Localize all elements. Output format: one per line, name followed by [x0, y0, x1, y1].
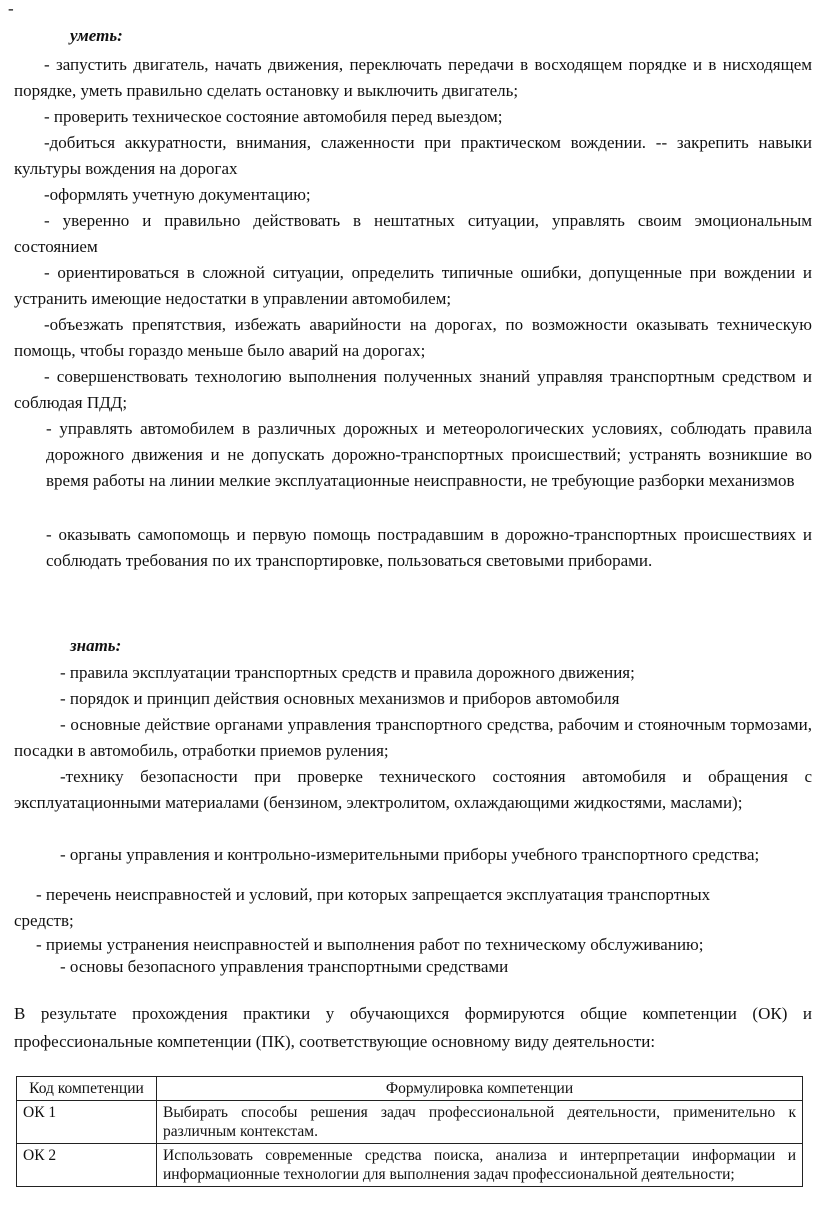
competence-code: ОК 1: [17, 1101, 157, 1144]
skill-item: - оказывать самопомощь и первую помощь пострадавшим в дорожно-транспортных происшествиях и соблюдать требования по их транспортировке, пользоваться световыми приборами.: [46, 525, 812, 570]
top-dash: -: [8, 0, 14, 18]
competencies-table: [16, 1076, 803, 1187]
competence-text: Выбирать способы решения задач профессиональной деятельности, применительно к различным контекстам.: [157, 1101, 803, 1144]
table-header-row: [17, 1077, 803, 1101]
column-header-wording: Формулировка компетенции: [157, 1077, 803, 1101]
knowledge-item: - органы управления и контрольно-измерительными приборы учебного транспортного средства;: [60, 845, 760, 864]
table-row: [17, 1144, 803, 1187]
skill-item: - уверенно и правильно действовать в нештатных ситуации, управлять своим эмоциональным состоянием: [14, 211, 812, 256]
skill-item: - запустить двигатель, начать движения, переключать передачи в восходящем порядке и в нисходящем порядке, уметь правильно сделать остановку и выключить двигатель;: [14, 55, 812, 100]
skill-item: -добиться аккуратности, внимания, слаженности при практическом вождении. -- закрепить навыки культуры вождения на дорогах: [14, 133, 812, 178]
knowledge-item: - основы безопасного управления транспортными средствами: [60, 957, 509, 976]
competence-text: Использовать современные средства поиска, анализа и интерпретации информации и информационные технологии для выполнения задач профессиональной деятельности;: [157, 1144, 803, 1187]
column-header-code: Код компетенции: [17, 1077, 157, 1101]
knowledge-item: - порядок и принцип действия основных механизмов и приборов автомобиля: [60, 689, 620, 708]
knowledge-item: - приемы устранения неисправностей и выполнения работ по техническому обслуживанию;: [36, 935, 704, 954]
skill-item: -оформлять учетную документацию;: [44, 185, 311, 204]
competencies-intro: В результате прохождения практики у обучающихся формируются общие компетенции (ОК) и профессиональные компетенции (ПК), соответствующие основному виду деятельности:: [14, 1004, 812, 1051]
knowledge-item: - правила эксплуатации транспортных средств и правила дорожного движения;: [60, 663, 635, 682]
knowledge-heading: знать:: [70, 636, 122, 655]
skills-heading: уметь:: [70, 26, 123, 45]
knowledge-item: -технику безопасности при проверке технического состояния автомобиля и обращения с эксплуатационными материалами (бензином, электролитом, охлаждающими жидкостями, маслами);: [14, 767, 812, 812]
skill-item: - проверить техническое состояние автомобиля перед выездом;: [44, 107, 503, 126]
competence-code: ОК 2: [17, 1144, 157, 1187]
skill-item: - ориентироваться в сложной ситуации, определить типичные ошибки, допущенные при вождении и устранить имеющие недостатки в управлении автомобилем;: [14, 263, 812, 308]
table-row: [17, 1101, 803, 1144]
skill-item: - совершенствовать технологию выполнения полученных знаний управляя транспортным средством и соблюдая ПДД;: [14, 367, 812, 412]
knowledge-item: - основные действие органами управления транспортного средства, рабочим и стояночным тормозами, посадки в автомобиль, отработки приемов руления;: [14, 715, 812, 760]
skill-item: -объезжать препятствия, избежать аварийности на дорогах, по возможности оказывать техническую помощь, чтобы гораздо меньше было аварий на дорогах;: [14, 315, 812, 360]
skill-item: - управлять автомобилем в различных дорожных и метеорологических условиях, соблюдать правила дорожного движения и не допускать дорожно-транспортных происшествий; устранять возникшие во время работы на линии мелкие эксплуатационные неисправности, не требующие разборки механизмов: [46, 419, 812, 490]
knowledge-item: - перечень неисправностей и условий, при которых запрещается эксплуатация транспортных средств;: [14, 885, 711, 930]
